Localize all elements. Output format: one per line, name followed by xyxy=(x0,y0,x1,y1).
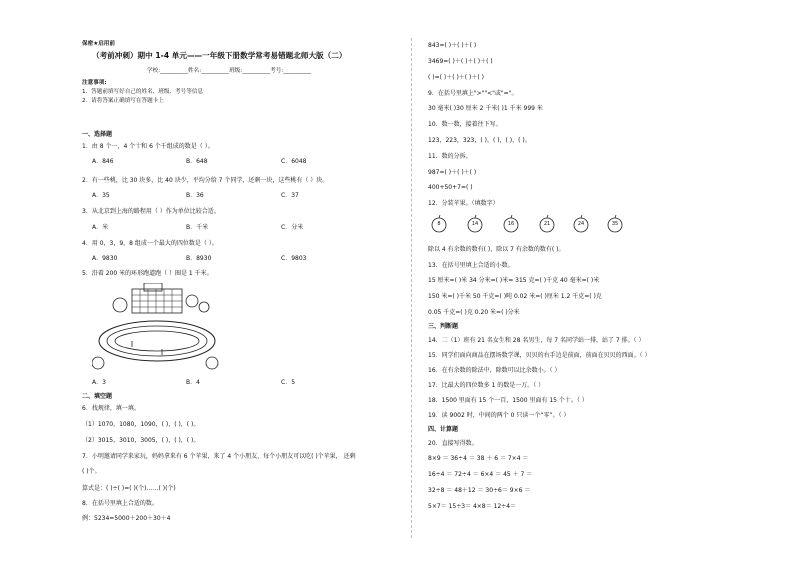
apple-number: 24 xyxy=(577,221,585,227)
q11-row-2: 400+50+7=( ) xyxy=(428,184,473,191)
q13-row-2: 150 米=( )千米 50 千克=( )吨 0.02 米=( )厘米 1.2 千克=( )克 xyxy=(428,293,602,300)
apple-icon xyxy=(572,215,590,233)
running-track-illustration xyxy=(92,283,222,373)
apple-number: 35 xyxy=(611,221,619,227)
q1-option-c: C．6048 xyxy=(281,158,307,165)
notes-heading: 注意事项: xyxy=(82,80,107,86)
q1-option-a: A．846 xyxy=(92,158,114,165)
question-6: 6．找规律，填一填。 xyxy=(82,405,140,412)
secret-mark: 保密★启用前 xyxy=(82,41,115,47)
q8-row-3: ( )=( )＋( )＋( )＋( ) xyxy=(428,74,484,81)
question-14: 14．二（1）班有 21 名女生和 28 名男生，每 7 名同学站一排，站了 7 排。（ ） xyxy=(428,337,645,344)
question-9: 9．在括号里填上">""<"或"="。 xyxy=(428,90,518,97)
question-10: 10．数一数，接着往下写。 xyxy=(428,121,502,128)
apple-number: 8 xyxy=(437,221,441,227)
q4-option-c: C．9803 xyxy=(281,255,307,262)
apple-number: 21 xyxy=(543,221,551,227)
question-4: 4．用 0，3，9，8 组成一个最大的四位数是（ ）。 xyxy=(82,240,218,247)
section-3-heading: 三、判断题 xyxy=(428,323,459,330)
q2-option-c: C．37 xyxy=(281,192,299,199)
q3-option-c: C．分米 xyxy=(281,224,304,231)
section-2-heading: 二、填空题 xyxy=(82,393,113,400)
calc-row-4: 5×7＝ 15÷3＝ 4×8＝ 12÷4＝ xyxy=(428,503,517,510)
page-title: （考前冲刺）期中 1-4 单元——一年级下册数学常考易错题北师大版（二） xyxy=(92,51,347,60)
question-13: 13．在括号里填上合适的小数。 xyxy=(428,262,514,269)
q1-option-b: B．648 xyxy=(186,158,208,165)
apple-row xyxy=(428,215,628,235)
question-5: 5．沿着 200 米的环形跑道跑（ ）圈是 1 千米。 xyxy=(82,270,213,277)
question-20: 20．直接写得数。 xyxy=(428,440,478,447)
question-16: 16．在有余数的除法中，除数可以比余数小。（ ） xyxy=(428,367,561,374)
q13-row-3: 0.05 千克=( )克 0.20 米=( )分米 xyxy=(428,309,520,316)
note-2: 2．请将答案正确填写在答题卡上 xyxy=(82,98,164,104)
apple-icon xyxy=(538,215,556,233)
q5-option-a: A．3 xyxy=(92,379,106,386)
q6-part-2: （2）3015，3010，3005，( )，( )，( )。 xyxy=(82,437,200,444)
question-8: 8．在括号里填上合适的数。 xyxy=(82,500,158,507)
apple-number: 14 xyxy=(471,221,479,227)
question-18: 18．1500 里面有 15 个一百，1500 里面有 15 个十。（ ） xyxy=(428,397,588,404)
question-19: 19．读 9002 时，中间的两个 0 只读一个“零”。（ ） xyxy=(428,412,570,419)
q8-row-1: 843=( )＋( )＋( ) xyxy=(428,42,477,49)
q10-sequence: 123，223，323，( )，( )，( )，( )。 xyxy=(428,137,531,144)
q12-answer: 除以 4 有余数的数有( )，除以 7 有余数的数有( )。 xyxy=(428,246,565,253)
apple-icon xyxy=(466,215,484,233)
apple-icon xyxy=(502,215,520,233)
q2-option-a: A．35 xyxy=(92,192,110,199)
question-7-cont: ( )个。 xyxy=(82,468,101,475)
apple-icon xyxy=(430,215,448,233)
q4-option-a: A．9830 xyxy=(92,255,118,262)
section-4-heading: 四、计算题 xyxy=(428,426,459,433)
q5-option-c: C．5 xyxy=(281,379,296,386)
section-1-heading: 一、选择题 xyxy=(82,131,113,138)
question-3: 3．从北京到上海的路程用（ ）作为单位比较合适。 xyxy=(82,208,220,215)
q13-row-1: 15 厘米=( )米 34 分米=( )米= 315 克=( )千克 40 毫米=( )米 xyxy=(428,277,600,284)
calc-row-2: 16÷4 ＝ 72÷4 ＝ 6×4 ＝ 45 ＋ 7 ＝ xyxy=(428,471,533,478)
question-15: 15．同学们面向商品在摆场数学课，贝贝的右手边是前面，前面在贝贝的西面。（ ） xyxy=(428,352,651,359)
question-17: 17．比最大的四位数多 1 的数是一万。（ ） xyxy=(428,382,545,389)
calc-row-3: 32÷8 ＝ 48＋12 ＝ 30÷6＝ 9×6 ＝ xyxy=(428,487,531,494)
question-7-formula: 算式是：( )÷( )=( )(个)……( )(个) xyxy=(82,485,176,492)
question-2: 2．有一些桃，比 30 块多，比 40 块少，平均分给 7 个同学，还剩一块，这些桃有（ ）块。 xyxy=(82,177,329,184)
calc-row-1: 8×9 ＝ 36÷4 ＝ 38 ＋ 6 ＝ 7×4 ＝ xyxy=(428,455,529,462)
q3-option-a: A．米 xyxy=(92,224,109,231)
q4-option-b: B．8930 xyxy=(186,255,212,262)
q11-row-1: 987=( )＋( )＋( ) xyxy=(428,169,477,176)
q6-part-1: （1）1070，1080，1090，( )，( )，( )。 xyxy=(82,421,200,428)
apple-icon xyxy=(606,215,624,233)
q9-compare: 30 毫米( )30 厘米 2 千米( )1 千米 999 米 xyxy=(428,105,543,112)
student-info-line: 学校:__________姓名:__________班级:__________考号:__________ xyxy=(147,68,312,74)
question-12: 12．分装苹果。（填数字） xyxy=(428,200,499,207)
q8-row-2: 3469=( )＋( )＋( )＋( ) xyxy=(428,58,493,65)
q3-option-b: B．千米 xyxy=(186,224,209,231)
question-7: 7．小明邀请同学来家玩，妈妈拿来有 6 个苹果，来了 4 个小朋友，每个小朋友可以吃( )个苹果， 还剩 xyxy=(82,453,356,460)
question-11: 11．数的分拆。 xyxy=(428,153,472,160)
question-8-example: 例：5234=5000＋200＋30＋4 xyxy=(82,515,171,522)
column-divider xyxy=(411,38,412,538)
q5-option-b: B．4 xyxy=(186,379,200,386)
note-1: 1．答题前填写好自己的姓名、班级、考号等信息 xyxy=(82,89,204,95)
apple-number: 16 xyxy=(507,221,515,227)
question-1: 1．由 8 个一，4 个十和 6 个千组成的数是（ ）。 xyxy=(82,143,214,150)
q2-option-b: B．36 xyxy=(186,192,204,199)
